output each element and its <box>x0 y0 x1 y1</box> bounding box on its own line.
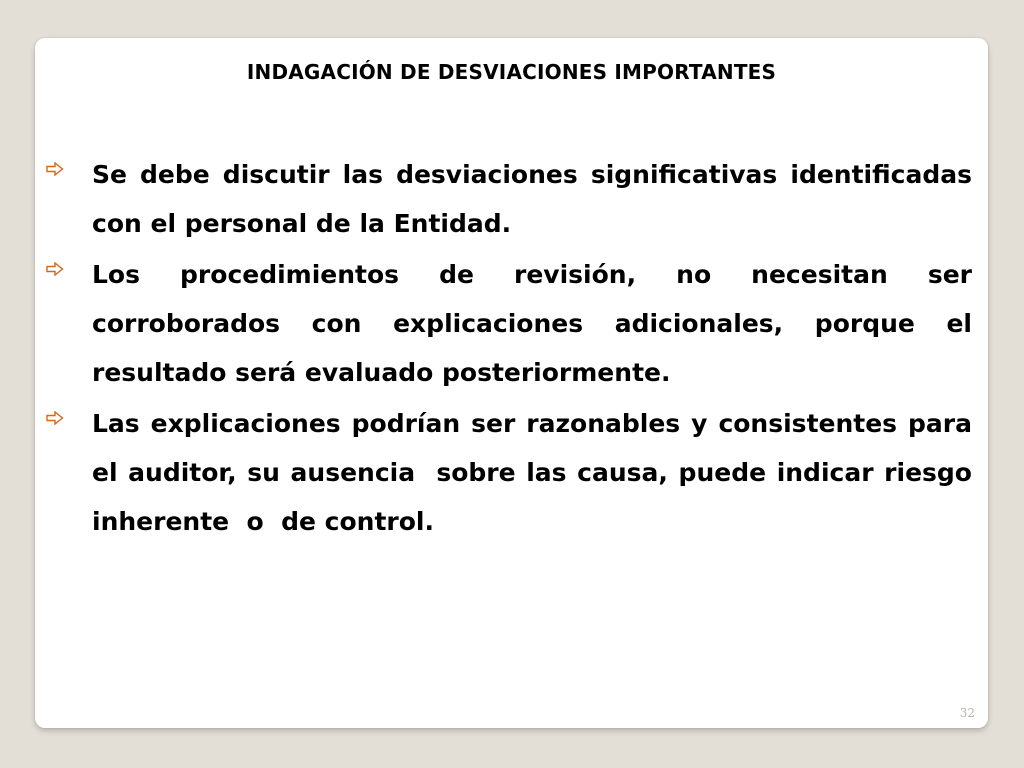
hollow-right-arrow-icon <box>46 162 64 176</box>
bullet-text: Los procedimientos de revisión, no necesitan ser corroborados con explicaciones adicionales, porque el resultado será evaluado posteriormente. <box>92 260 981 387</box>
bullet-text: Las explicaciones podrían ser razonables y consistentes para el auditor, su ausencia sobre las causa, puede indicar riesgo inherente o de control. <box>92 409 981 536</box>
bullet-item <box>92 399 981 546</box>
hollow-right-arrow-icon <box>46 411 64 425</box>
page-number: 32 <box>959 706 975 720</box>
bullet-item <box>92 150 981 248</box>
slide <box>35 38 988 728</box>
bullet-text: Se debe discutir las desviaciones significativas identificadas con el personal de la Entidad. <box>92 160 981 238</box>
bullet-item <box>92 250 981 397</box>
bullet-list <box>92 150 981 548</box>
hollow-right-arrow-icon <box>46 262 64 276</box>
slide-title: INDAGACIÓN DE DESVIACIONES IMPORTANTES <box>246 60 777 84</box>
